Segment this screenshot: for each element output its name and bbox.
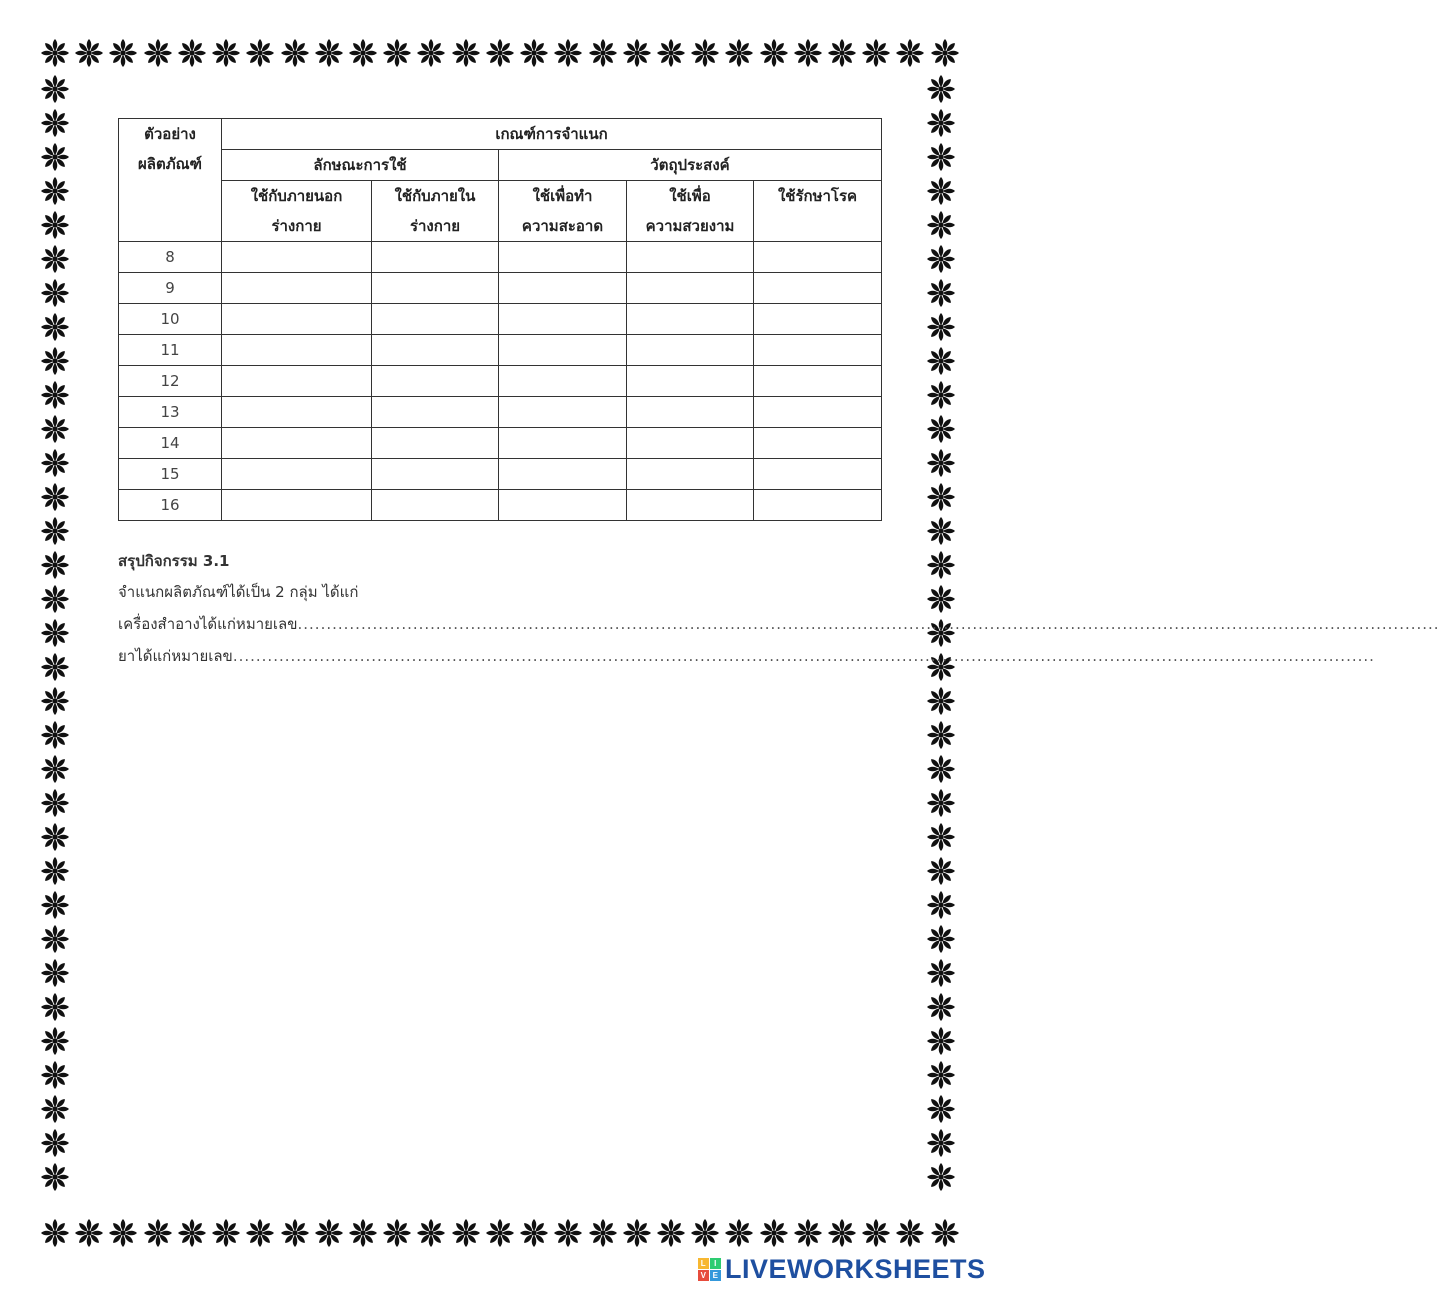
star-flower-icon: [40, 142, 70, 172]
star-flower-icon: [926, 346, 956, 376]
answer-cell[interactable]: [627, 304, 754, 335]
row-number: 13: [119, 397, 222, 428]
star-flower-icon: [895, 1218, 925, 1248]
star-flower-icon: [40, 856, 70, 886]
answer-cell[interactable]: [222, 459, 372, 490]
answer-cell[interactable]: [754, 490, 882, 521]
star-flower-icon: [108, 1218, 138, 1248]
star-flower-icon: [348, 1218, 378, 1248]
answer-cell[interactable]: [627, 273, 754, 304]
col-internal: [372, 181, 499, 242]
medicine-text: ได้แก่หมายเลข: [135, 647, 233, 665]
row-number: 12: [119, 366, 222, 397]
star-flower-icon: [40, 958, 70, 988]
star-flower-icon: [926, 108, 956, 138]
star-flower-icon: [40, 482, 70, 512]
answer-cell[interactable]: [627, 428, 754, 459]
star-flower-icon: [656, 38, 686, 68]
star-flower-icon: [280, 38, 310, 68]
star-flower-icon: [926, 822, 956, 852]
star-flower-icon: [143, 38, 173, 68]
answer-cell[interactable]: [372, 428, 499, 459]
answer-cell[interactable]: [222, 273, 372, 304]
row-number: 8: [119, 242, 222, 273]
star-flower-icon: [724, 1218, 754, 1248]
answer-cell[interactable]: [372, 242, 499, 273]
border-bottom: [40, 1218, 960, 1248]
row-number: 14: [119, 428, 222, 459]
star-flower-icon: [759, 1218, 789, 1248]
answer-cell[interactable]: [372, 304, 499, 335]
star-flower-icon: [314, 38, 344, 68]
logo-text: LIVEWORKSHEETS: [725, 1253, 986, 1284]
answer-cell[interactable]: [222, 490, 372, 521]
star-flower-icon: [895, 38, 925, 68]
answer-cell[interactable]: [372, 397, 499, 428]
star-flower-icon: [926, 74, 956, 104]
answer-cell[interactable]: [499, 304, 627, 335]
star-flower-icon: [177, 38, 207, 68]
star-flower-icon: [622, 1218, 652, 1248]
star-flower-icon: [926, 992, 956, 1022]
star-flower-icon: [926, 142, 956, 172]
logo-tile: L: [698, 1258, 709, 1269]
star-flower-icon: [553, 38, 583, 68]
answer-cell[interactable]: [372, 335, 499, 366]
col-beauty: [627, 181, 754, 242]
star-flower-icon: [40, 1094, 70, 1124]
answer-cell[interactable]: [499, 490, 627, 521]
star-flower-icon: [926, 1094, 956, 1124]
star-flower-icon: [314, 1218, 344, 1248]
row-number: 15: [119, 459, 222, 490]
star-flower-icon: [40, 516, 70, 546]
star-flower-icon: [588, 38, 618, 68]
logo-mark-icon: [698, 1258, 721, 1281]
summary-line-cosmetics: [118, 608, 1440, 640]
star-flower-icon: [926, 958, 956, 988]
star-flower-icon: [245, 38, 275, 68]
classification-table: [118, 118, 882, 521]
answer-cell[interactable]: [754, 459, 882, 490]
star-flower-icon: [40, 108, 70, 138]
border-left: [40, 74, 70, 1192]
answer-cell[interactable]: [372, 490, 499, 521]
table-row: [119, 428, 882, 459]
star-flower-icon: [485, 1218, 515, 1248]
star-flower-icon: [40, 1162, 70, 1192]
star-flower-icon: [861, 38, 891, 68]
answer-cell[interactable]: [627, 397, 754, 428]
star-flower-icon: [622, 38, 652, 68]
star-flower-icon: [40, 618, 70, 648]
star-flower-icon: [108, 38, 138, 68]
star-flower-icon: [724, 38, 754, 68]
star-flower-icon: [926, 924, 956, 954]
star-flower-icon: [40, 1026, 70, 1056]
col-beauty-line2: ความสวยงาม: [645, 217, 735, 235]
star-flower-icon: [926, 244, 956, 274]
star-flower-icon: [861, 1218, 891, 1248]
star-flower-icon: [926, 1060, 956, 1090]
star-flower-icon: [40, 1218, 70, 1248]
answer-cell[interactable]: [627, 490, 754, 521]
border-top: [40, 38, 960, 68]
star-flower-icon: [926, 1026, 956, 1056]
star-flower-icon: [40, 686, 70, 716]
star-flower-icon: [74, 1218, 104, 1248]
star-flower-icon: [926, 686, 956, 716]
answer-cell[interactable]: [499, 428, 627, 459]
star-flower-icon: [40, 38, 70, 68]
answer-cell[interactable]: [222, 397, 372, 428]
answer-cell[interactable]: [627, 335, 754, 366]
star-flower-icon: [485, 38, 515, 68]
col-internal-line2: ร่างกาย: [409, 217, 461, 235]
star-flower-icon: [656, 1218, 686, 1248]
table-row: [119, 273, 882, 304]
header-purpose-group: วัตถุประสงค์: [499, 150, 882, 181]
star-flower-icon: [926, 414, 956, 444]
table-row: [119, 459, 882, 490]
col-clean-line2: ความสะอาด: [521, 217, 604, 235]
header-product: [119, 119, 222, 242]
col-internal-line1: ใช้กับภายใน: [394, 187, 476, 205]
answer-cell[interactable]: [754, 335, 882, 366]
table-row: [119, 366, 882, 397]
logo-tile: E: [710, 1270, 721, 1281]
logo-tile: I: [710, 1258, 721, 1269]
star-flower-icon: [74, 38, 104, 68]
answer-cell[interactable]: [627, 242, 754, 273]
star-flower-icon: [40, 788, 70, 818]
star-flower-icon: [926, 890, 956, 920]
star-flower-icon: [690, 1218, 720, 1248]
star-flower-icon: [451, 1218, 481, 1248]
star-flower-icon: [177, 1218, 207, 1248]
star-flower-icon: [926, 176, 956, 206]
star-flower-icon: [40, 278, 70, 308]
star-flower-icon: [40, 244, 70, 274]
answer-cell[interactable]: [222, 304, 372, 335]
liveworksheets-logo: [698, 1254, 986, 1284]
star-flower-icon: [40, 550, 70, 580]
star-flower-icon: [40, 346, 70, 376]
star-flower-icon: [211, 38, 241, 68]
star-flower-icon: [759, 38, 789, 68]
star-flower-icon: [926, 312, 956, 342]
star-flower-icon: [40, 754, 70, 784]
star-flower-icon: [382, 1218, 412, 1248]
col-clean-line1: ใช้เพื่อทำ: [532, 187, 593, 205]
answer-cell[interactable]: [372, 459, 499, 490]
answer-cell[interactable]: [627, 366, 754, 397]
medicine-label: ยา: [118, 647, 136, 665]
header-criteria: เกณฑ์การจำแนก: [222, 119, 882, 150]
star-flower-icon: [926, 550, 956, 580]
summary-section: [118, 546, 1440, 672]
star-flower-icon: [40, 210, 70, 240]
table-row: [119, 304, 882, 335]
col-treat-line1: ใช้รักษาโรค: [777, 187, 858, 205]
star-flower-icon: [793, 38, 823, 68]
star-flower-icon: [416, 38, 446, 68]
star-flower-icon: [926, 1128, 956, 1158]
star-flower-icon: [926, 720, 956, 750]
star-flower-icon: [416, 1218, 446, 1248]
answer-cell[interactable]: [222, 428, 372, 459]
star-flower-icon: [926, 380, 956, 410]
star-flower-icon: [348, 38, 378, 68]
table-row: [119, 490, 882, 521]
cosmetics-answer-field[interactable]: ......................................................................................................................................................................................................: [297, 615, 1440, 633]
answer-cell[interactable]: [754, 242, 882, 273]
star-flower-icon: [143, 1218, 173, 1248]
table-row: [119, 335, 882, 366]
cosmetics-text: ได้แก่หมายเลข: [199, 615, 298, 633]
star-flower-icon: [40, 380, 70, 410]
star-flower-icon: [40, 822, 70, 852]
star-flower-icon: [926, 1162, 956, 1192]
header-usage-group: ลักษณะการใช้: [222, 150, 499, 181]
answer-cell[interactable]: [499, 366, 627, 397]
answer-cell[interactable]: [754, 304, 882, 335]
star-flower-icon: [40, 720, 70, 750]
star-flower-icon: [211, 1218, 241, 1248]
star-flower-icon: [40, 312, 70, 342]
star-flower-icon: [451, 38, 481, 68]
star-flower-icon: [827, 1218, 857, 1248]
table-body: [119, 242, 882, 521]
col-clean: [499, 181, 627, 242]
star-flower-icon: [40, 890, 70, 920]
answer-cell[interactable]: [754, 366, 882, 397]
answer-cell[interactable]: [499, 273, 627, 304]
answer-cell[interactable]: [499, 459, 627, 490]
table-row: [119, 397, 882, 428]
table-row: [119, 242, 882, 273]
star-flower-icon: [926, 856, 956, 886]
medicine-answer-field[interactable]: ......................................................................................................................................................................................................: [232, 647, 1375, 665]
cosmetics-label: เครื่องสำอาง: [118, 615, 200, 633]
star-flower-icon: [930, 38, 960, 68]
answer-cell[interactable]: [222, 242, 372, 273]
star-flower-icon: [40, 924, 70, 954]
answer-cell[interactable]: [499, 335, 627, 366]
star-flower-icon: [245, 1218, 275, 1248]
answer-cell[interactable]: [499, 397, 627, 428]
summary-title: สรุปกิจกรรม 3.1: [118, 552, 230, 570]
star-flower-icon: [280, 1218, 310, 1248]
col-external-line1: ใช้กับภายนอก: [250, 187, 343, 205]
star-flower-icon: [382, 38, 412, 68]
star-flower-icon: [926, 516, 956, 546]
star-flower-icon: [690, 38, 720, 68]
row-number: 10: [119, 304, 222, 335]
answer-cell[interactable]: [499, 242, 627, 273]
star-flower-icon: [930, 1218, 960, 1248]
col-external-line2: ร่างกาย: [271, 217, 322, 235]
summary-intro: จำแนกผลิตภัณฑ์ได้เป็น 2 กลุ่ม ได้แก่: [118, 583, 359, 601]
row-number: 16: [119, 490, 222, 521]
answer-cell[interactable]: [372, 273, 499, 304]
star-flower-icon: [519, 1218, 549, 1248]
answer-cell[interactable]: [222, 366, 372, 397]
star-flower-icon: [40, 1060, 70, 1090]
answer-cell[interactable]: [627, 459, 754, 490]
star-flower-icon: [40, 1128, 70, 1158]
star-flower-icon: [793, 1218, 823, 1248]
col-external: [222, 181, 372, 242]
star-flower-icon: [553, 1218, 583, 1248]
star-flower-icon: [926, 754, 956, 784]
col-beauty-line1: ใช้เพื่อ: [669, 187, 711, 205]
logo-tile: V: [698, 1270, 709, 1281]
star-flower-icon: [40, 448, 70, 478]
star-flower-icon: [588, 1218, 618, 1248]
answer-cell[interactable]: [222, 335, 372, 366]
row-number: 9: [119, 273, 222, 304]
star-flower-icon: [40, 584, 70, 614]
star-flower-icon: [519, 38, 549, 68]
star-flower-icon: [926, 788, 956, 818]
answer-cell[interactable]: [754, 273, 882, 304]
star-flower-icon: [40, 176, 70, 206]
star-flower-icon: [40, 414, 70, 444]
star-flower-icon: [926, 278, 956, 308]
answer-cell[interactable]: [754, 428, 882, 459]
star-flower-icon: [926, 448, 956, 478]
header-product-text: ตัวอย่าง ผลิตภัณฑ์: [138, 125, 202, 173]
star-flower-icon: [40, 652, 70, 682]
star-flower-icon: [827, 38, 857, 68]
col-treat: [754, 181, 882, 242]
star-flower-icon: [926, 210, 956, 240]
answer-cell[interactable]: [372, 366, 499, 397]
star-flower-icon: [926, 482, 956, 512]
row-number: 11: [119, 335, 222, 366]
summary-line-medicine: [118, 640, 1375, 672]
answer-cell[interactable]: [754, 397, 882, 428]
star-flower-icon: [40, 74, 70, 104]
star-flower-icon: [40, 992, 70, 1022]
